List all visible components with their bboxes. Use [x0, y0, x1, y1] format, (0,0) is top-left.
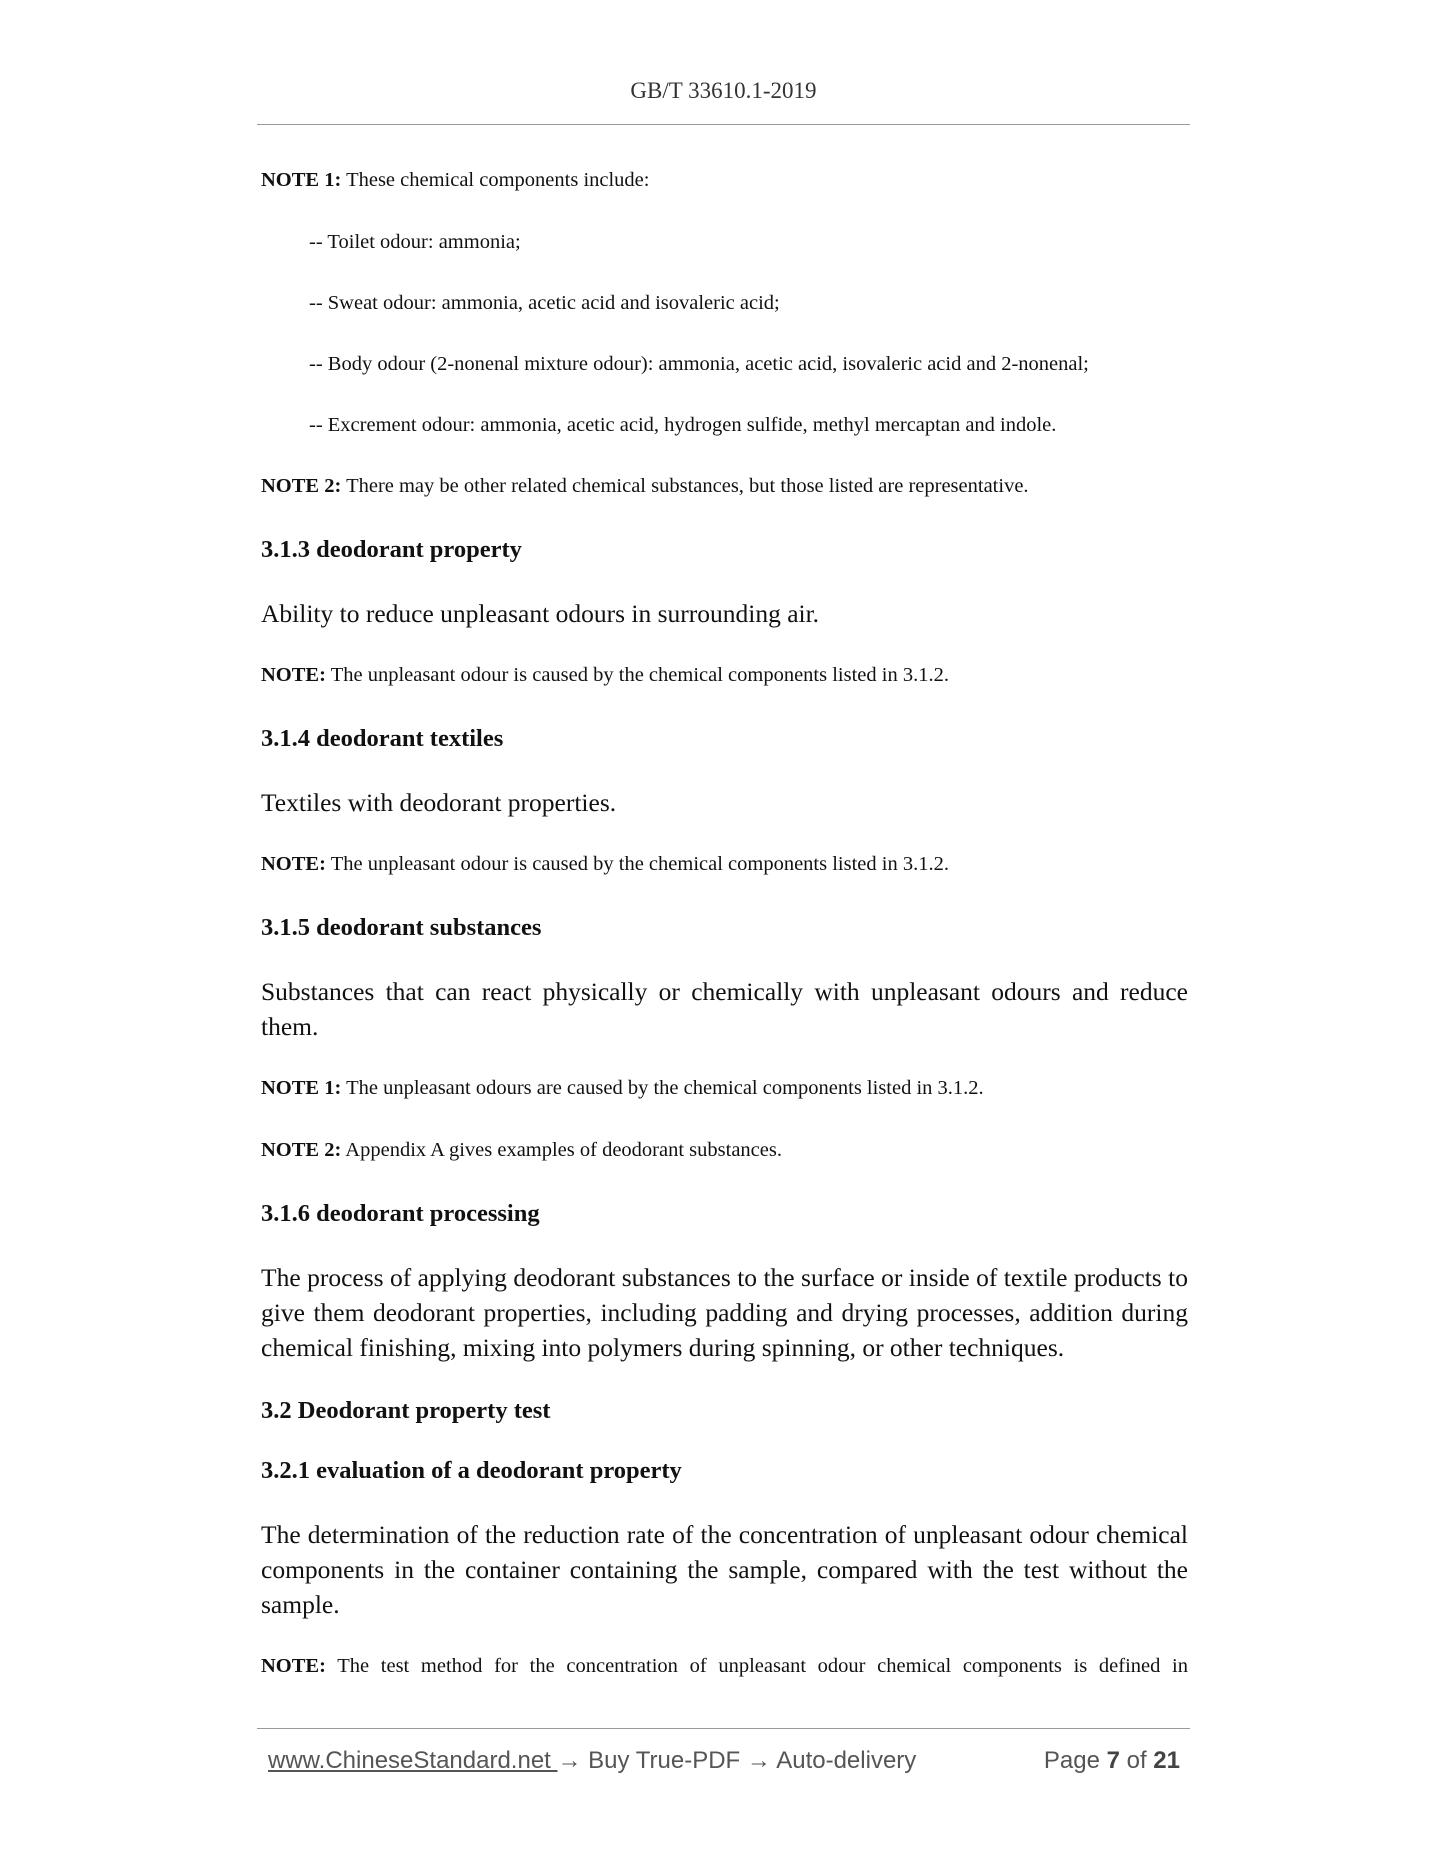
note-label: NOTE 1: — [261, 169, 342, 191]
note-text: These chemical components include: — [341, 169, 650, 191]
definition-3-1-4: Textiles with deodorant properties. — [261, 788, 617, 817]
page-footer — [268, 1747, 1180, 1779]
page-word: Page — [1043, 1747, 1107, 1774]
section-heading-3-2-1: 3.2.1 evaluation of a deodorant property — [261, 1457, 682, 1484]
of-word: of — [1119, 1747, 1154, 1774]
note-1-components — [261, 168, 1188, 192]
page-header: GB/T 33610.1-2019 — [630, 78, 817, 103]
section-heading-3-1-4: 3.1.4 deodorant textiles — [261, 725, 504, 752]
section-heading-3-1-5: 3.1.5 deodorant substances — [261, 914, 542, 941]
page-indicator — [1044, 1747, 1180, 1775]
note-label: NOTE 1: — [261, 1077, 342, 1099]
note-text: The unpleasant odour is caused by the chemical components listed in 3.1.2. — [325, 853, 949, 875]
website-link[interactable]: www.ChineseStandard.net — [268, 1747, 558, 1774]
footer-divider — [257, 1728, 1190, 1729]
list-item-body-odour: -- Body odour (2-nonenal mixture odour): ammonia, acetic acid, isovaleric acid and 2-nonenal; — [309, 353, 1089, 375]
page-content — [261, 168, 1188, 1678]
current-page-number: 7 — [1106, 1747, 1120, 1774]
note-text: There may be other related chemical substances, but those listed are representative. — [341, 475, 1029, 497]
section-heading-3-1-3: 3.1.3 deodorant property — [261, 536, 522, 563]
note-label: NOTE 2: — [261, 475, 342, 497]
definition-3-1-6: The process of applying deodorant substances to the surface or inside of textile products to give them deodorant properties, including padding and drying processes, addition during chemical finishing, mixing into polymers during spinning, or other techniques. — [261, 1263, 1188, 1362]
section-heading-3-1-6: 3.1.6 deodorant processing — [261, 1200, 540, 1227]
note-1-3-1-5 — [261, 1076, 1188, 1100]
note-label: NOTE: — [261, 664, 326, 686]
total-pages-number: 21 — [1153, 1747, 1180, 1774]
note-3-1-4 — [261, 852, 1188, 876]
note-label: NOTE: — [261, 1655, 326, 1677]
note-label: NOTE 2: — [261, 1139, 342, 1161]
list-item-sweat-odour: -- Sweat odour: ammonia, acetic acid and isovaleric acid; — [309, 292, 780, 314]
list-item-toilet-odour: -- Toilet odour: ammonia; — [309, 231, 521, 253]
definition-3-1-5: Substances that can react physically or chemically with unpleasant odours and reduce them. — [261, 977, 1188, 1041]
note-text: The test method for the concentration of unpleasant odour chemical components is defined in — [325, 1655, 1188, 1677]
note-text: Appendix A gives examples of deodorant substances. — [341, 1139, 782, 1161]
footer-tagline: → Buy True-PDF → Auto-delivery — [557, 1747, 917, 1774]
note-text: The unpleasant odours are caused by the chemical components listed in 3.1.2. — [341, 1077, 984, 1099]
definition-3-2-1: The determination of the reduction rate of the concentration of unpleasant odour chemical components in the container containing the sample, compared with the test without the sample. — [261, 1520, 1188, 1619]
footer-promo — [268, 1747, 916, 1775]
note-3-1-3 — [261, 663, 1188, 687]
header-divider — [257, 124, 1190, 125]
note-2-representative — [261, 474, 1188, 498]
definition-3-1-3: Ability to reduce unpleasant odours in surrounding air. — [261, 599, 820, 628]
list-item-excrement-odour: -- Excrement odour: ammonia, acetic acid, hydrogen sulfide, methyl mercaptan and indole. — [309, 414, 1057, 436]
note-text: The unpleasant odour is caused by the chemical components listed in 3.1.2. — [325, 664, 949, 686]
note-2-3-1-5 — [261, 1138, 1188, 1162]
note-3-2-1 — [261, 1654, 1188, 1678]
section-heading-3-2: 3.2 Deodorant property test — [261, 1397, 551, 1424]
note-label: NOTE: — [261, 853, 326, 875]
